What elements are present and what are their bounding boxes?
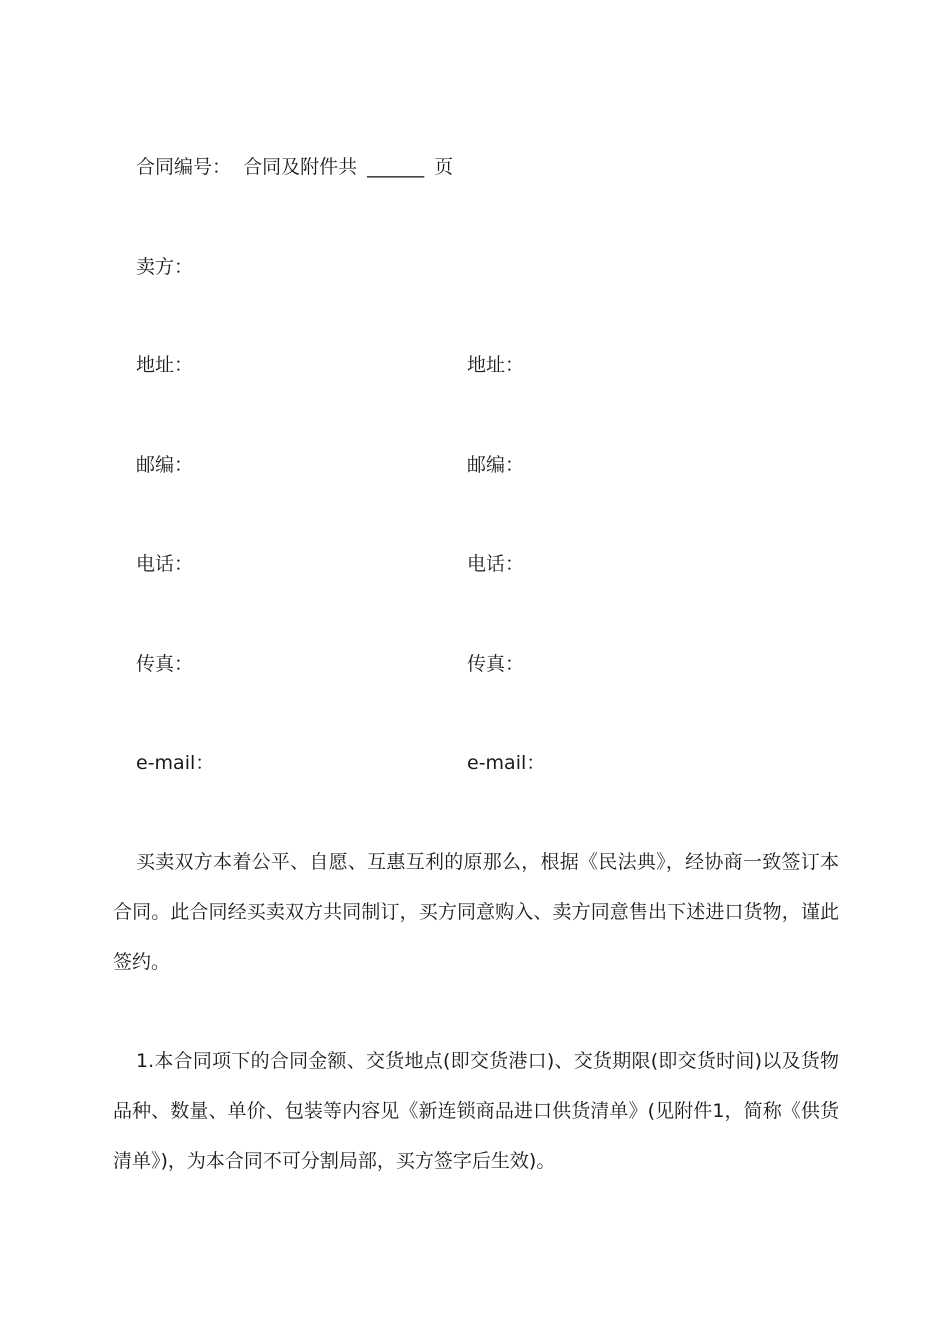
left-fax-label: 传真： (136, 653, 194, 675)
seller-label: 卖方： (136, 256, 194, 278)
left-postcode-label: 邮编： (136, 454, 194, 476)
pages-prefix: 合同及附件共 (243, 156, 358, 178)
right-fax-label: 传真： (467, 653, 525, 675)
contract-number-label: 合同编号： (136, 156, 232, 178)
right-phone-label: 电话： (467, 553, 525, 575)
right-postcode-label: 邮编： (467, 454, 525, 476)
right-email-label: e-mail： (467, 752, 546, 774)
contract-header-line (136, 154, 453, 180)
intro-paragraph: 买卖双方本着公平、自愿、互惠互利的原那么，根据《民法典》，经协商一致签订本合同。此合同经买卖双方共同制订，买方同意购入、卖方同意售出下述进口货物，谨此签约。 (113, 851, 839, 973)
pages-suffix: 页 (434, 156, 454, 178)
left-email-label: e-mail： (136, 752, 215, 774)
left-phone-label: 电话： (136, 553, 194, 575)
right-address-label: 地址： (467, 354, 525, 376)
left-address-label: 地址： (136, 354, 194, 376)
clause-1-paragraph: 1.本合同项下的合同金额、交货地点(即交货港口)、交货期限(即交货时间)以及货物品种、数量、单价、包装等内容见《新连锁商品进口供货清单》(见附件1，简称《供货清单》)，为本合同不可分割局部，买方签字后生效)。 (113, 1050, 839, 1172)
pages-blank: ______ (367, 156, 425, 178)
